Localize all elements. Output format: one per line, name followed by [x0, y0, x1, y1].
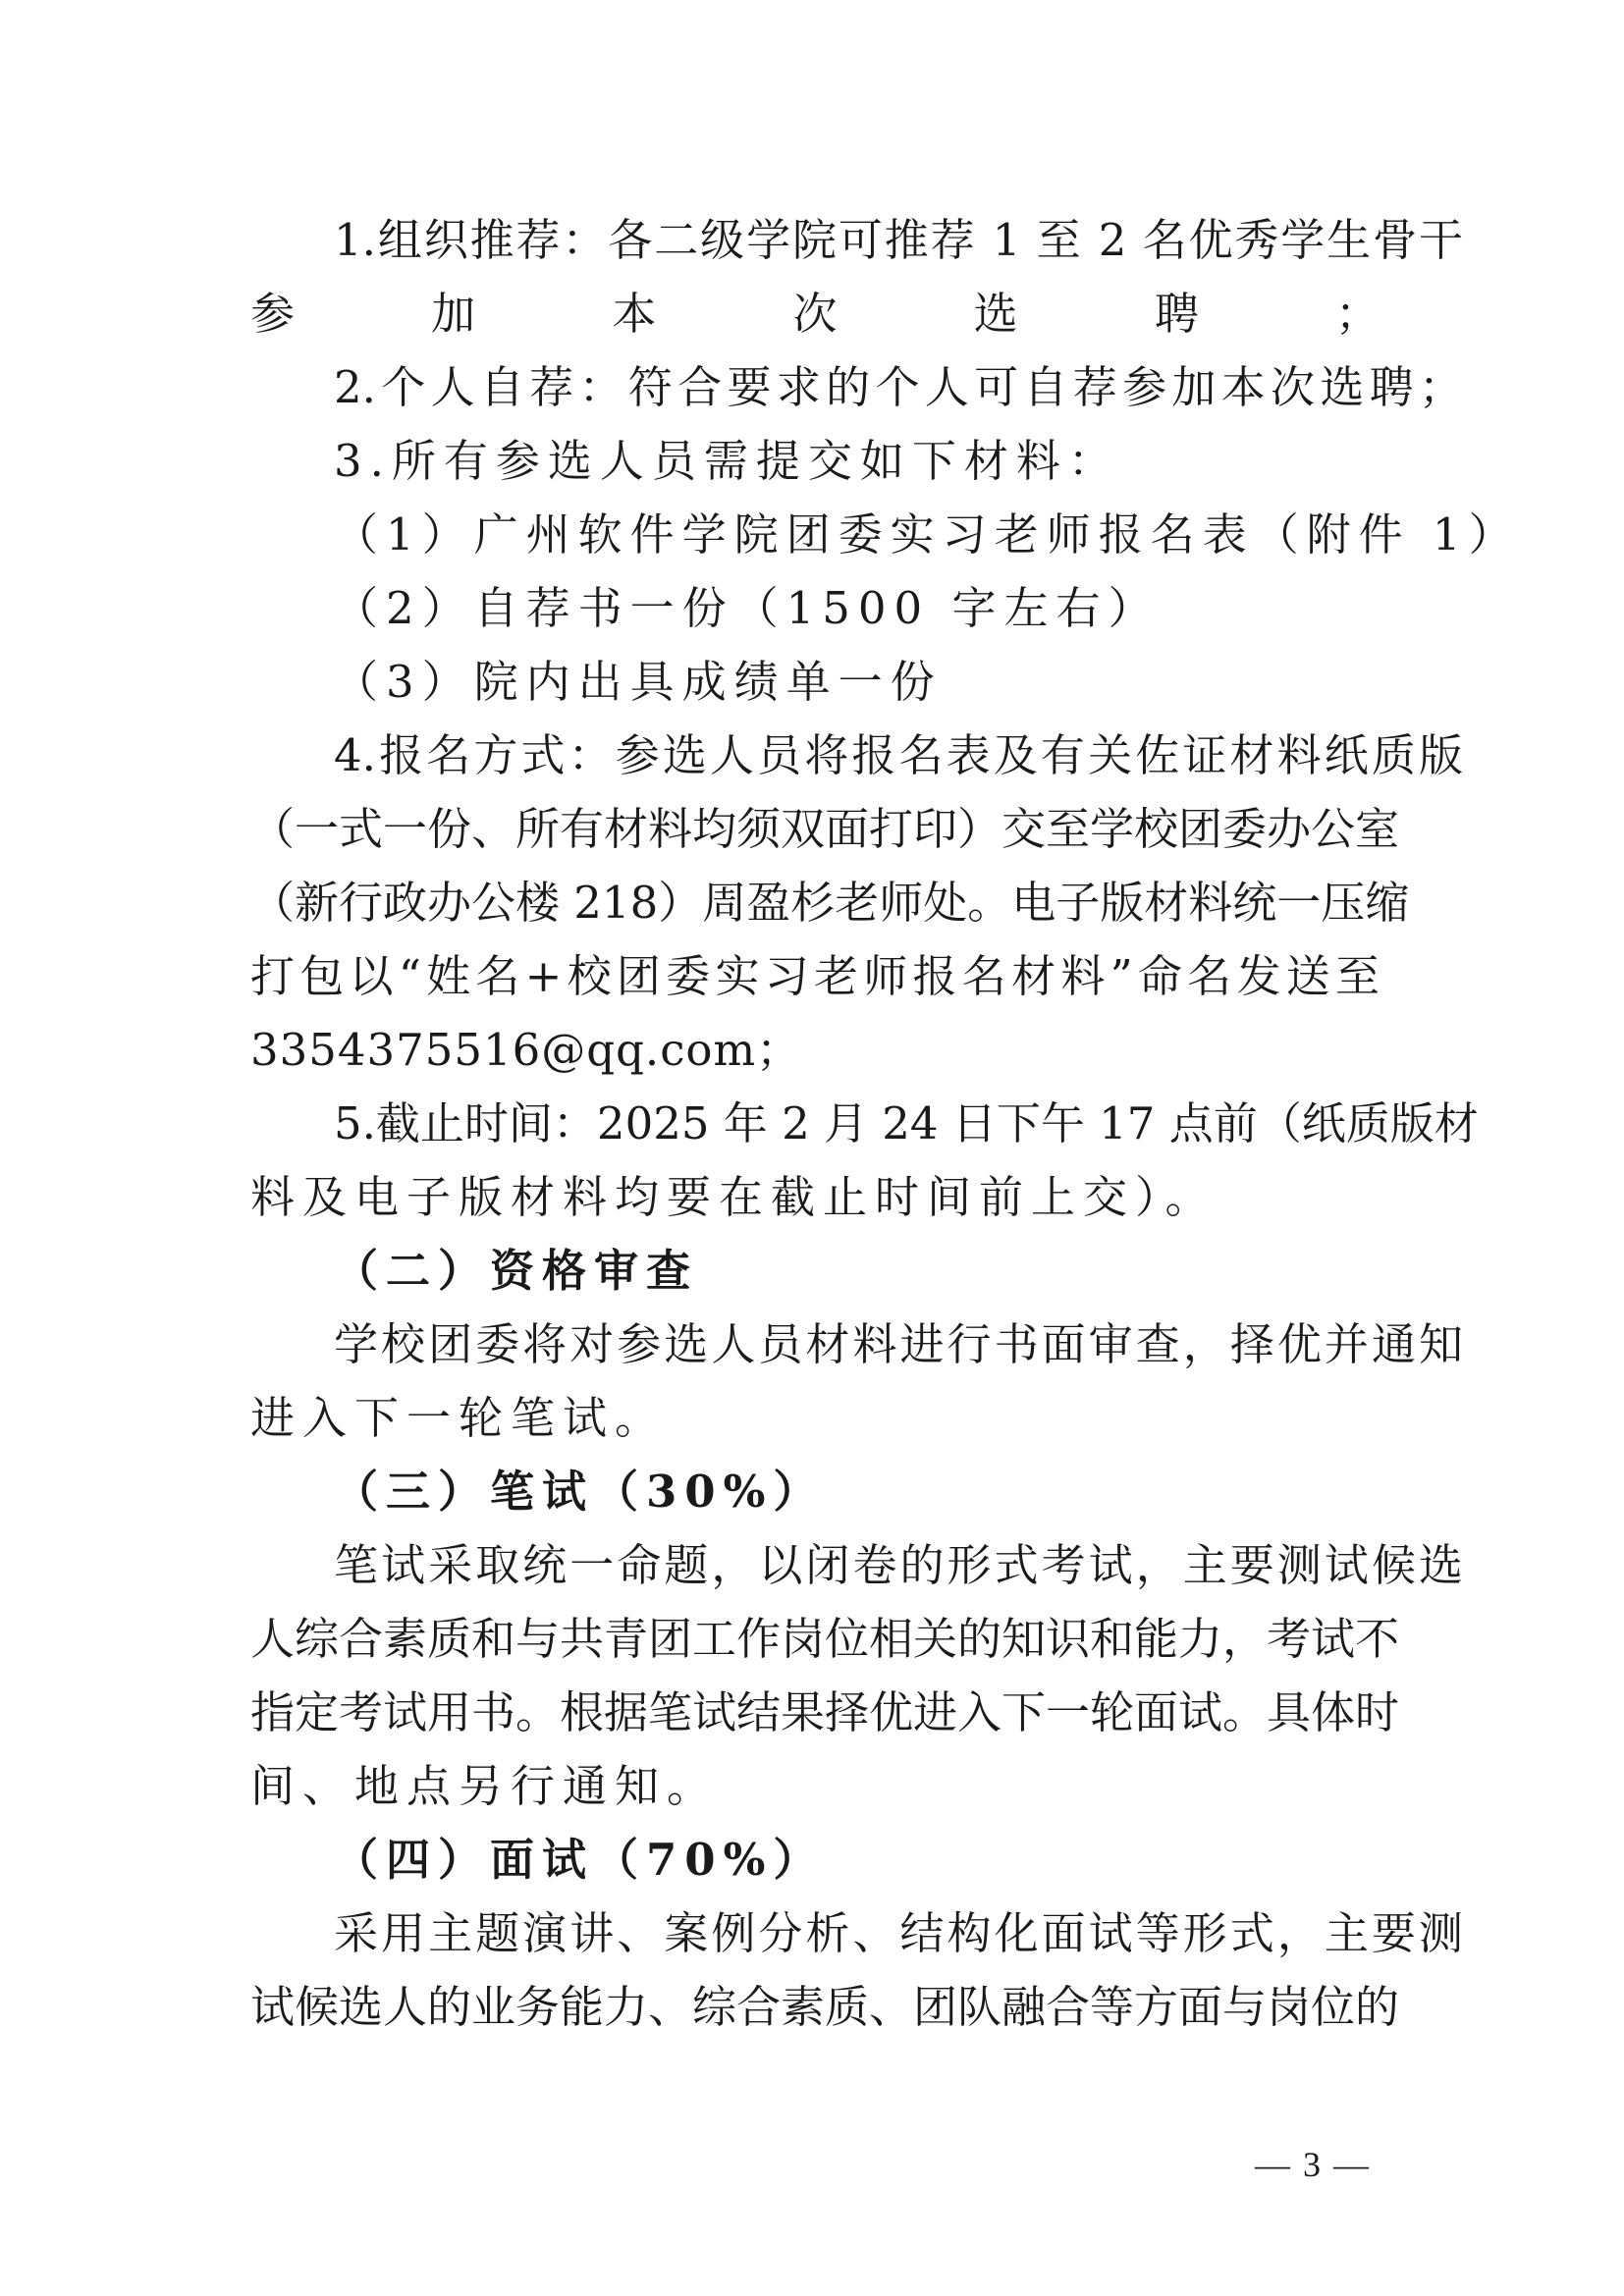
text-line-material-3: （3）院内出具成绩单一份 — [334, 656, 943, 708]
text-line-material-2: （2）自荐书一份（1500 字左右） — [334, 582, 1161, 634]
text-line-material-1: （1）广州软件学院团委实习老师报名表（附件 1） — [334, 508, 1521, 561]
text-line-item-1: 1.组织推荐：各二级学院可推荐 1 至 2 名优秀学生骨干 — [334, 214, 1463, 266]
text-line-continuation: 指定考试用书。根据笔试结果择优进入下一轮面试。具体时 — [250, 1686, 1400, 1738]
text-line-item-3: 3.所有参选人员需提交如下材料： — [334, 435, 1120, 487]
text-line-paragraph: 学校团委将对参选人员材料进行书面审查，择优并通知 — [334, 1318, 1463, 1370]
text-line-continuation: 试候选人的业务能力、综合素质、团队融合等方面与岗位的 — [250, 1981, 1400, 2033]
text-line-paragraph: 采用主题演讲、案例分析、结构化面试等形式，主要测 — [334, 1907, 1463, 1959]
section-heading-written-exam: （三）笔试（30%） — [334, 1466, 826, 1518]
text-line-continuation: 间、地点另行通知。 — [250, 1760, 720, 1812]
text-line-paragraph: 笔试采取统一命题，以闭卷的形式考试，主要测试候选 — [334, 1539, 1463, 1591]
text-line-continuation: 人综合素质和与共青团工作岗位相关的知识和能力，考试不 — [250, 1613, 1400, 1665]
section-heading-qualification-review: （二）资格审查 — [334, 1245, 699, 1297]
text-line-continuation: （新行政办公楼 218）周盈杉老师处。电子版材料统一压缩 — [250, 877, 1410, 929]
text-line-item-5: 5.截止时间：2025 年 2 月 24 日下午 17 点前（纸质版材 — [334, 1097, 1479, 1149]
page-number: — 3 — — [1255, 2145, 1371, 2184]
text-line-continuation: 进入下一轮笔试。 — [250, 1392, 668, 1444]
text-line-continuation: 料及电子版材料均要在截止时间前上交）。 — [250, 1171, 1218, 1223]
text-line-item-2: 2.个人自荐：符合要求的个人可自荐参加本次选聘； — [334, 361, 1463, 413]
text-line-item-4: 4.报名方式：参选人员将报名表及有关佐证材料纸质版 — [334, 729, 1463, 781]
section-heading-interview: （四）面试（70%） — [334, 1834, 826, 1886]
text-line-continuation: 参加本次选聘； — [250, 288, 1380, 340]
text-line-continuation: 打包以“姓名+校团委实习老师报名材料”命名发送至 — [250, 950, 1380, 1002]
text-line-continuation: （一式一份、所有材料均须双面打印）交至学校团委办公室 — [250, 803, 1400, 855]
email-address-line: 3354375516@qq.com； — [250, 1024, 802, 1076]
